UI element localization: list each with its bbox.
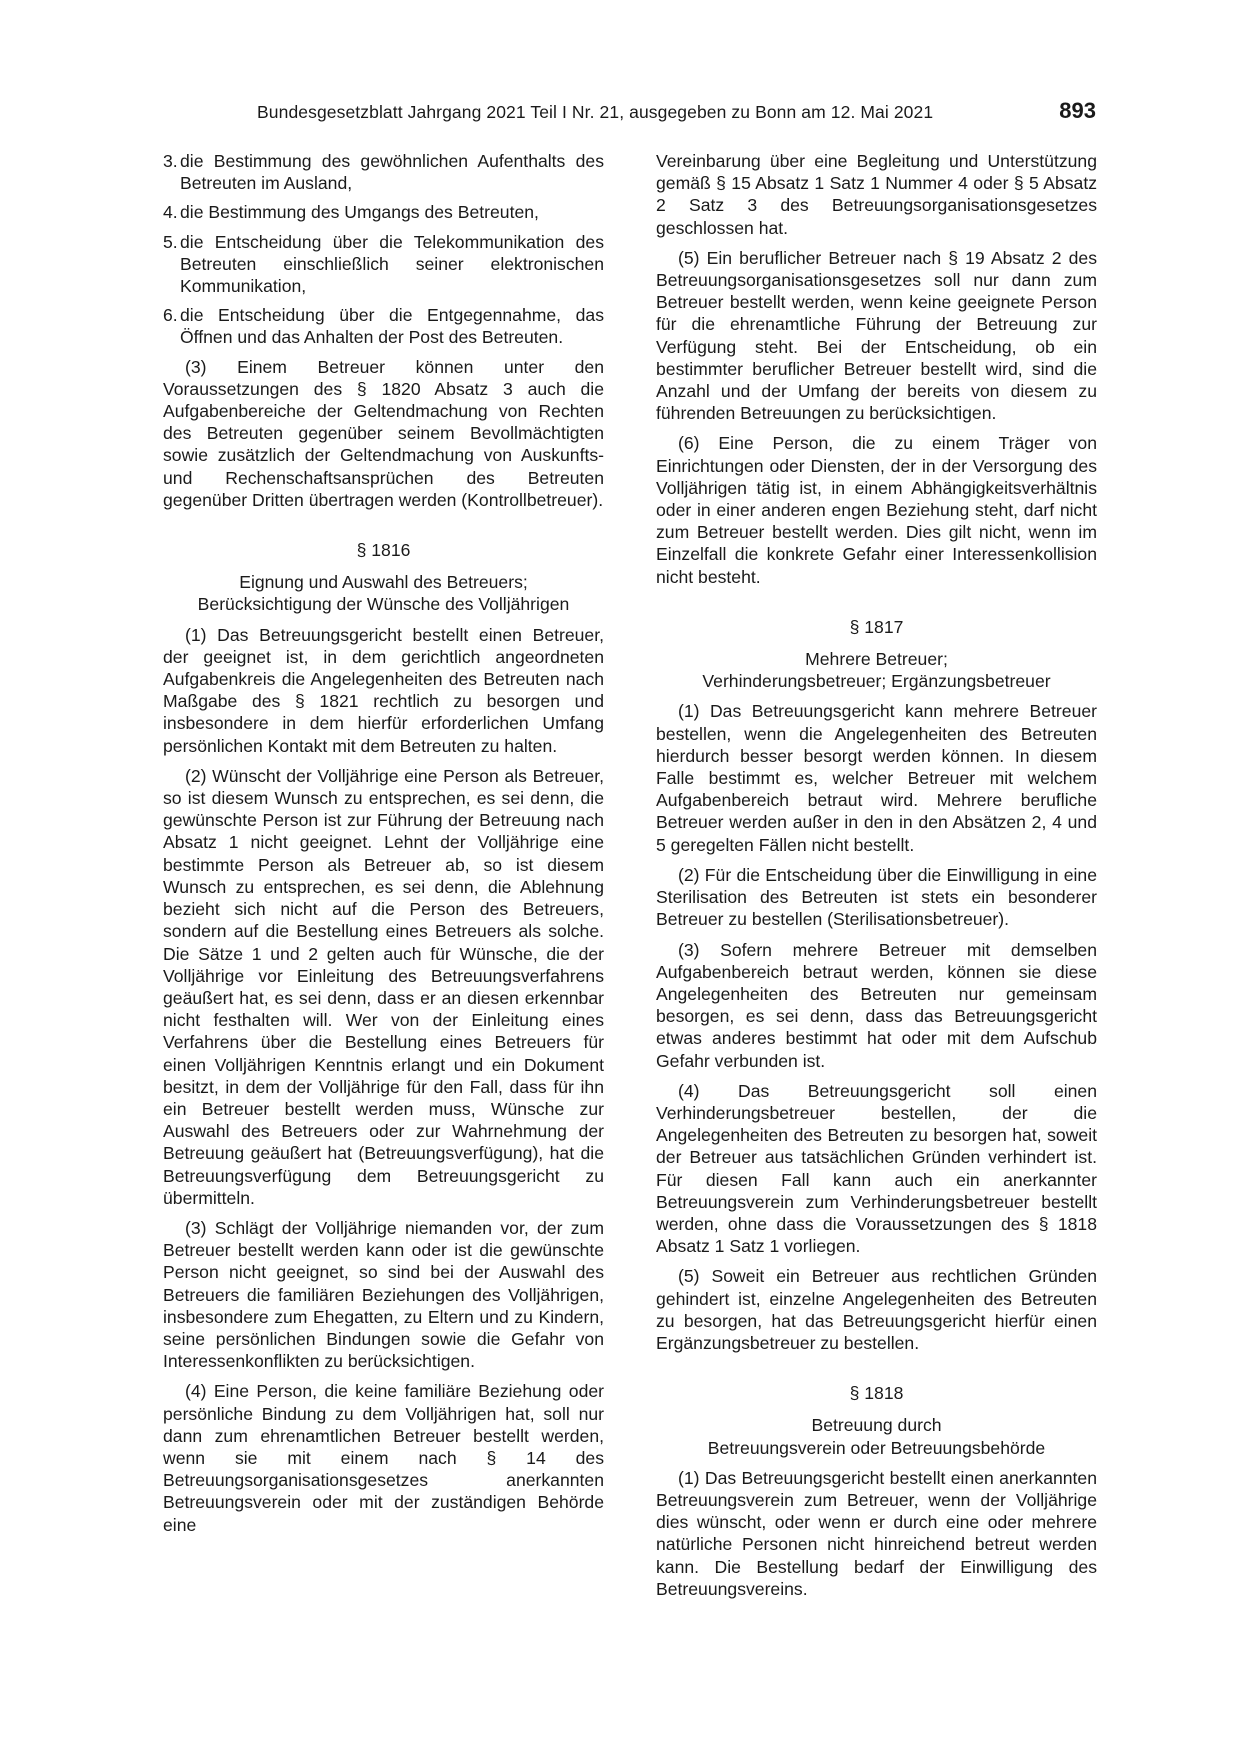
paragraph-continuation: Vereinbarung über eine Begleitung und Unterstützung gemäß § 15 Absatz 1 Satz 1 Nummer 4 oder § 5 Absatz 2 Satz 3 des Betreuungsorganisationsgesetzes geschlossen hat.	[656, 151, 1097, 238]
paragraph: (3) Sofern mehrere Betreuer mit demselben Aufgabenbereich betraut werden, können sie diese Angelegenheiten des Betreuten nur gemeinsam besorgen, es sei denn, dass das Betreuungsgericht etwas anderes bestimmt hat oder mit dem Aufschub Gefahr verbunden ist.	[656, 939, 1097, 1071]
right-column	[656, 150, 1097, 1608]
list-item: 6. die Entscheidung über die Entgegennahme, das Öffnen und das Anhalten der Post des Betreuten.	[163, 305, 604, 348]
section-title: Eignung und Auswahl des Betreuers; Berücksichtigung der Wünsche des Volljährigen	[197, 572, 570, 615]
paragraph: (4) Eine Person, die keine familiäre Beziehung oder persönliche Bindung zu dem Volljährigen hat, soll nur dann zum ehrenamtlichen Betreuer bestellt werden, wenn sie mit einem nach § 14 des Betreuungsorganisationsgesetzes anerkannten Betreuungsverein oder mit der zuständigen Behörde eine	[163, 1381, 604, 1535]
paragraph: (3) Schlägt der Volljährige niemanden vor, der zum Betreuer bestellt werden kann oder ist die gewünschte Person nicht geeignet, so sind bei der Auswahl des Betreuers die familiären Beziehungen des Volljährigen, insbesondere zum Ehegatten, zu Eltern und zu Kindern, seine persönlichen Bindungen sowie die Gefahr von Interessenkonflikten zu berücksichtigen.	[163, 1217, 604, 1372]
section-heading: § 1818	[849, 1383, 904, 1404]
page-header	[160, 98, 1096, 128]
left-column	[163, 150, 604, 1544]
paragraph: (2) Für die Entscheidung über die Einwilligung in eine Sterilisation des Betreuten ist stets ein besonderer Betreuer zu bestellen (Sterilisationsbetreuer).	[656, 864, 1097, 930]
paragraph: (1) Das Betreuungsgericht bestellt einen Betreuer, der geeignet ist, in dem gerichtlich angeordneten Aufgabenkreis die Angelegenheiten des Betreuten nach Maßgabe des § 1821 rechtlich zu besorgen und insbesondere in dem hierfür erforderlichen Umfang persönlichen Kontakt mit dem Betreuten zu halten.	[163, 624, 604, 756]
paragraph: (1) Das Betreuungsgericht kann mehrere Betreuer bestellen, wenn die Angelegenheiten des Betreuten hierdurch besser besorgt werden können. In diesem Falle bestimmt es, welcher Betreuer mit welchem Aufgabenbereich betraut wird. Mehrere berufliche Betreuer werden außer in den in den Absätzen 2, 4 und 5 geregelten Fällen nicht bestellt.	[656, 701, 1097, 855]
section-title: Betreuung durch Betreuungsverein oder Betreuungsbehörde	[707, 1415, 1046, 1458]
paragraph: (2) Wünscht der Volljährige eine Person als Betreuer, so ist diesem Wunsch zu entsprechen, es sei denn, die gewünschte Person ist zur Führung der Betreuung nach Absatz 1 nicht geeignet. Lehnt der Volljährige eine bestimmte Person als Betreuer ab, so ist diesem Wunsch zu entsprechen, es sei denn, die Ablehnung bezieht sich nicht auf die Person des Betreuers, sondern auf die Bestellung eines Betreuers als solche. Die Sätze 1 und 2 gelten auch für Wünsche, die der Volljährige vor Einleitung des Betreuungsverfahrens geäußert hat, es sei denn, dass er an diesen erkennbar nicht festhalten will. Wer von der Einleitung eines Verfahrens über die Bestellung eines Betreuers für einen Volljährigen Kenntnis erlangt und ein Dokument besitzt, in dem der Volljährige für den Fall, dass für ihn ein Betreuer bestellt werden muss, Wünsche zur Auswahl des Betreuers oder zur Wahrnehmung der Betreuung geäußert hat (Betreuungsverfügung), hat die Betreuungsverfügung dem Betreuungsgericht zu übermitteln.	[163, 765, 604, 1208]
paragraph: (3) Einem Betreuer können unter den Voraussetzungen des § 1820 Absatz 3 auch die Aufgabenbereiche der Geltendmachung von Rechten des Betreuten gegenüber seinem Bevollmächtigten sowie zusätzlich der Geltendmachung von Auskunfts- und Rechenschaftsansprüchen des Betreuten gegenüber Dritten übertragen werden (Kontrollbetreuer).	[163, 356, 604, 510]
paragraph: (6) Eine Person, die zu einem Träger von Einrichtungen oder Diensten, der in der Versorgung des Volljährigen tätig ist, in einem Abhängigkeitsverhältnis oder in einer anderen engen Beziehung steht, darf nicht zum Betreuer bestellt werden. Dies gilt nicht, wenn im Einzelfall die konkrete Gefahr einer Interessenkollision nicht besteht.	[656, 433, 1097, 587]
numbered-list	[163, 150, 604, 349]
paragraph: (5) Soweit ein Betreuer aus rechtlichen Gründen gehindert ist, einzelne Angelegenheiten des Betreuten zu besorgen, hat das Betreuungsgericht hierfür einen Ergänzungsbetreuer zu bestellen.	[656, 1266, 1097, 1353]
list-item: 4. die Bestimmung des Umgangs des Betreuten,	[163, 202, 539, 223]
section-title: Mehrere Betreuer; Verhinderungsbetreuer; Ergänzungsbetreuer	[702, 649, 1051, 692]
page-number: 893	[1059, 98, 1096, 123]
paragraph: (5) Ein beruflicher Betreuer nach § 19 Absatz 2 des Betreuungsorganisationsgesetzes soll nur dann zum Betreuer bestellt werden, wenn keine geeignete Person für die ehrenamtliche Führung der Betreuung zur Verfügung steht. Bei der Entscheidung, ob ein bestimmter beruflicher Betreuer bestellt wird, sind die Anzahl und der Umfang der bereits von diesem zu führenden Betreuungen zu berücksichtigen.	[656, 247, 1097, 424]
paragraph: (1) Das Betreuungsgericht bestellt einen anerkannten Betreuungsverein zum Betreuer, wenn der Volljährige dies wünscht, oder wenn er durch eine oder mehrere natürliche Personen nicht hinreichend betreut werden kann. Die Bestellung bedarf der Einwilligung des Betreuungsvereins.	[656, 1467, 1097, 1599]
gazette-header-line: Bundesgesetzblatt Jahrgang 2021 Teil I Nr. 21, ausgegeben zu Bonn am 12. Mai 2021	[257, 102, 934, 122]
list-item: 3. die Bestimmung des gewöhnlichen Aufenthalts des Betreuten im Ausland,	[163, 151, 604, 194]
paragraph: (4) Das Betreuungsgericht soll einen Verhinderungsbetreuer bestellen, der die Angelegenheiten des Betreuten zu besorgen hat, soweit der Betreuer aus tatsächlichen Gründen verhindert ist. Für diesen Fall kann auch ein anerkannter Betreuungsverein zum Verhinderungsbetreuer bestellt werden, ohne dass die Voraussetzungen des § 1818 Absatz 1 Satz 1 vorliegen.	[656, 1080, 1097, 1257]
section-heading: § 1816	[356, 540, 411, 561]
section-heading: § 1817	[849, 616, 904, 637]
list-item: 5. die Entscheidung über die Telekommunikation des Betreuten einschließlich seiner elektronischen Kommunikation,	[163, 231, 604, 297]
